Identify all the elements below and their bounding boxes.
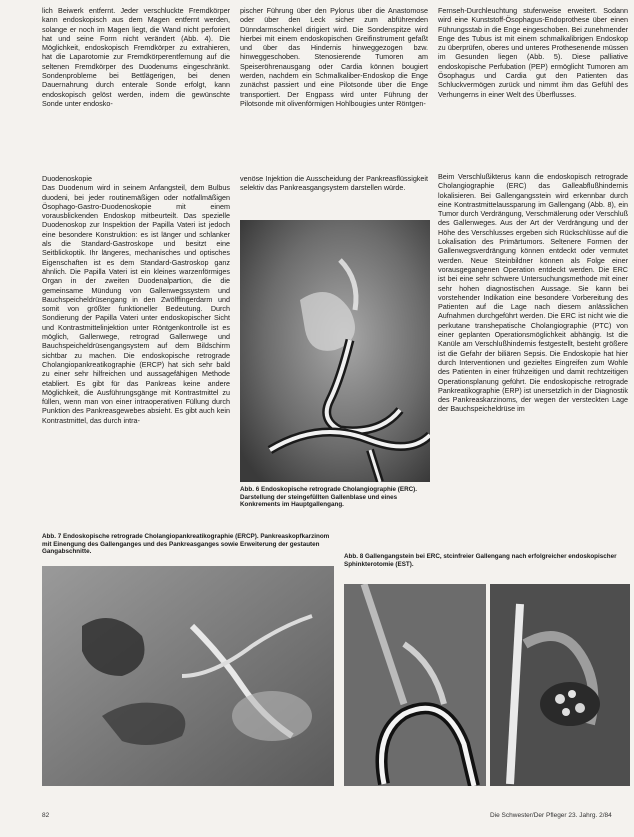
figure-8-photo-right xyxy=(490,584,630,786)
section-heading: Duodenoskopie xyxy=(42,174,92,183)
top-right-column xyxy=(438,6,628,158)
xray-ercp-image xyxy=(42,566,334,786)
figure-8-caption xyxy=(344,553,630,573)
top-right-text: Fernseh-Durchleuchtung stufenweise erweitert. Sodann wird eine Kunststoff-Ösophagus-Endoprothese über einen Führungsstab in die Enge eingeschoben. Bei zunehmender Enge des Tubus ist mit einem schmalkalibrigen Endoskop zu überprüfen, oberes und unteres Prothesenende müssen im Gesunden liegen (Abb. 5). Diese palliative endoskopische Perfubation (PEP) ermöglicht Tumoren am Ösophagus und Cardia gut den Patienten das Schluckvermögen zurück und nimmt ihm das Gefühl des Verhungerns in einer Welt des Überflusses. xyxy=(438,6,628,99)
figure-7-caption-text: Abb. 7 Endoskopische retrograde Cholangiopankreatikographie (ERCP). Pankreaskopfkarzinom mit Einengung des Gallenganges und des Pankreasganges sowie Erweiterung der gestauten Gangabschnitte. xyxy=(42,533,330,556)
page-number: 82 xyxy=(42,812,50,819)
xray-cholangiography-image xyxy=(240,220,430,482)
duodenoscopy-text: Das Duodenum wird in seinem Anfangsteil, dem Bulbus duodeni, bei jeder routinemäßigen oder notfallmäßigen Ösophago-Gastro-Duodenoskopie mit einem vorausblickenden Endoskop mitbeurteilt. Das spezielle Duodenoskop zur Inspektion der Papilla Vateri ist jedoch eine besondere Konstruktion: es ist länger und schlanker als die Standard-Gastroskope und besitzt eine Seitblickoptik. Ihr längeres, mechanisches und optisches Eigenschaften ist es dem Standard-Gastroskop ganz ähnlich. Die Papilla Vateri ist ein kleines warzenförmiges Organ in der zweiten Duodenalpartion, die die gemeinsame Mündung von Gallenwegssystem und Bauchspeicheldrüsengang in den Zwölffingerdarm und somit von größter funktioneller Bedeutung. Durch Sondierung der Papilla Vateri unter endoskopischer Sicht und Kontrastmittelinjektion unter Röntgenkontrolle ist es möglich, Gallenwege, retrograd Gallenwege und Bauchspeicheldrüsengangsystem auf dem Bildschirm sichtbar zu machen. Die endoskopische retrograde Cholangiopankreatikographie (ERCP) hat sich sehr bald zu einer sehr hilfreichen und aussagefähigen Methode etabliert. Es gibt für das Pankreas keine andere Möglichkeit, die Ausführungsgänge mit Kontrastmittel zu füllen, wenn man von einer intraoperativen Füllung durch Punktion des Pankreasgewebes absieht. Es gibt auch kein Kontrastmittel, das durch intra- xyxy=(42,183,230,425)
figure-7-caption xyxy=(42,533,338,563)
figure-6-photo xyxy=(240,220,430,482)
figure-6-caption xyxy=(240,486,430,526)
figure-7-photo xyxy=(42,566,334,786)
top-left-column xyxy=(42,6,230,158)
top-left-text: lich Beiwerk entfernt. Jeder verschluckte Fremdkörper kann endoskopisch aus dem Magen entfernt werden, solange er noch im Magen liegt, die Wand nicht perforiert hat und seine Form nicht verändert (Abb. 4). Die Möglichkeit, endoskopisch Fremdkörper zu extrahieren, hat die Laparotomie zur Fremdkörperentfernung auf die seltenen Fremdkörper des Duodenums eingeschränkt. Sondenprobleme bei Bettlägerigen, bei denen Dauernahrung durch enterale Sonde erfolgt, kann endoskopisch gelöst werden, indem die gewünschte Sonde unter endosko- xyxy=(42,6,230,108)
duodenoscopy-column xyxy=(42,172,230,522)
journal-footer: Die Schwester/Der Pfleger 23. Jahrg. 2/84 xyxy=(490,812,612,819)
middle-column-continuation xyxy=(240,174,428,214)
erc-column xyxy=(438,172,628,524)
top-middle-text: pischer Führung über den Pylorus über die Anastomose oder über den Leck sicher zum abführenden Dünndarmschenkel dirigiert wird. Die Sondenspitze wird hierbei mit einem endoskopischen Greifinstrument gefaßt und über das Hindernis hinweggezogen bzw. hinweggeschoben. Stenosierende Tumoren am Speiseröhrenausgang oder Cardia können bougiert werden, nachdem ein Schmalkaliber-Endoskop die Enge zunächst passiert und eine Pilotsonde über die Enge transportiert. Der Engpass wird unter Führung der Pilotsonde mit olivenförmigen Hohlbougies unter Röntgen- xyxy=(240,6,428,108)
xray-stone-after-image xyxy=(490,584,630,786)
top-middle-column xyxy=(240,6,428,158)
middle-continuation-text: venöse Injektion die Ausscheidung der Pankreasflüssigkeit selektiv das Pankreasgangsystem darstellen würde. xyxy=(240,174,428,193)
xray-stone-before-image xyxy=(344,584,486,786)
erc-text: Beim Verschlußikterus kann die endoskopisch retrograde Cholangiographie (ERC) das Galleabflußhindernis lokalisieren. Bei Gallengangsstein wird erkennbar durch eine Kontrastmittelaussparung im Gallengang (Abb. 8), ein Tumor durch Verdrängung, Verschmälerung oder Verschluß des Gallenweges. Aus der Art der Verdrängung und der Höhe des Verschlusses ergeben sich Rückschlüsse auf die Lokalisation des Primärtumors. Seltenere Formen der Gallenwegsverdrängung können entdeckt oder vermutet werden. Neue Steinbildner können als Folge einer vorausgegangenen Operation entdeckt werden. Die ERC ist bei eine sehr schwere Untersuchungsmethode mit einer sehr hohen diagnostischen Aussage. Sie kann bei vorstehender Indikation eine besondere Vorbereitung des Patienten auf die Lage nach diesem anlässlichen Aufnahmen durchgeführt werden. Die ERC ist nicht wie die perkutane transhepatische Cholangiographie (PTC) von einer geplanten Operationsmöglichkeit abhängig. Ist die Kanüle am Verschlußhindernis festgestellt, besteht größere ist die Gefahr der biliären Sepsis. Die Endoskopie hat hier durch Interventionen und gezieltes Eingreifen zum Wohle des Patienten in einer frühzeitigen und damit rechtzeitigen Operationsplanung geführt. Die endoskopische retrograde Pankreatikographie (ERP) ist unersetzlich in der Diagnostik des Pankreaskarzinoms, der wegen der versteckten Lage der Bauchspeicheldrüse im xyxy=(438,172,628,414)
figure-8-photo-left xyxy=(344,584,486,786)
figure-8-caption-text: Abb. 8 Gallengangstein bei ERC, stcinfreier Gallengang nach erfolgreicher endoskopischer Sphinkterotomie (EST). xyxy=(344,553,617,568)
figure-6-caption-text: Abb. 6 Endoskopische retrograde Cholangiographie (ERC). Darstellung der steingefüllten Gallenblase und eines Konkrements im Hauptgallengang. xyxy=(240,486,418,509)
